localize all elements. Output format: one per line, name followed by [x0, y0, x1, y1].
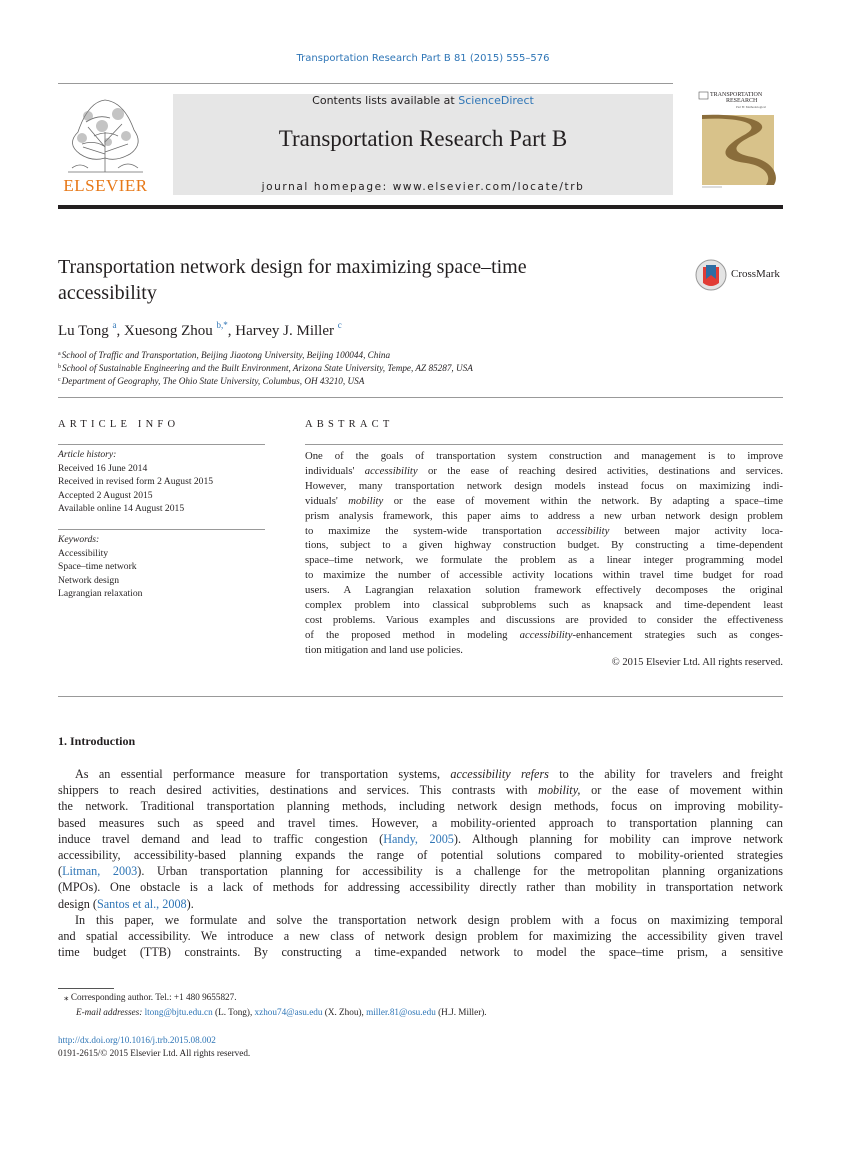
info-rule	[58, 444, 265, 445]
footnote-rule	[58, 988, 114, 989]
abstract-line: One of the goals of transportation system construction and management is to improve	[305, 450, 783, 462]
body-line: accessibility, accessibility-based planning expands the range of potential solutions compared to mobility-oriented strategies	[58, 848, 783, 863]
affiliation	[58, 363, 473, 373]
body-line: the network. Traditional transportation planning methods, including network design methods, focus on improving mobility-	[58, 799, 783, 814]
keyword: Lagrangian relaxation	[58, 588, 143, 599]
corresponding-author-note: ⁎ Corresponding author. Tel.: +1 480 9655827.	[64, 992, 237, 1002]
introduction-text	[58, 766, 783, 960]
email-owner: (H.J. Miller).	[435, 1007, 487, 1017]
author-separator: ,	[116, 323, 125, 339]
journal-cover-icon	[696, 89, 782, 192]
body-line: shippers to reach desired activities, destinations and services. This contrasts with mobility, or the ease of movement within	[58, 783, 783, 798]
cover-title-1: TRANSPORTATION	[710, 92, 763, 98]
abstract-line: However, many transportation network design models instead focus on maximizing indi-	[305, 479, 783, 492]
history-item: Available online 14 August 2015	[58, 503, 185, 514]
body-line: induce travel demand and lead to traffic congestion (Handy, 2005). Although planning for mobility can improve network	[58, 831, 784, 846]
abstract-line: of the proposed method in modeling accessibility-enhancement strategies such as conges-	[305, 628, 783, 641]
crossmark-label[interactable]: CrossMark	[731, 268, 780, 280]
affiliation	[58, 376, 364, 386]
abstract-line: viduals' mobility or the ease of movement within the network. By adapting a space–time	[305, 494, 783, 507]
author-name[interactable]: Lu Tong	[58, 323, 109, 339]
email-link[interactable]: miller.81@osu.edu	[366, 1007, 436, 1017]
author-name[interactable]: Xuesong Zhou	[124, 323, 213, 339]
keywords-label: Keywords:	[58, 534, 100, 545]
abstract-line: prism analysis framework, this paper aims to address a new urban network design problem	[305, 509, 783, 522]
contents-prefix: Contents lists available at	[312, 94, 459, 107]
affiliation-text: School of Traffic and Transportation, Beijing Jiaotong University, Beijing 100044, China	[61, 350, 391, 360]
article-history-label: Article history:	[58, 449, 117, 460]
body-line: design (Santos et al., 2008).	[58, 896, 194, 911]
email-owner: (X. Zhou),	[322, 1007, 367, 1017]
journal-homepage[interactable]: journal homepage: www.elsevier.com/locate/trb	[261, 181, 585, 193]
cover-subtitle: Part B: Methodological	[736, 105, 766, 109]
history-item: Received in revised form 2 August 2015	[58, 476, 214, 487]
article-history	[58, 448, 213, 516]
affiliation-mark: a	[58, 351, 61, 357]
abstract-line: tion mitigation and land use policies.	[305, 643, 463, 656]
article-title-line-2: accessibility	[58, 282, 157, 304]
abstract-line: tions, subject to a given highway construction budget. By constructing a time-dependent	[305, 539, 783, 552]
article-title-line-1: Transportation network design for maximizing space–time	[58, 256, 527, 278]
author-affiliation-mark[interactable]: a	[112, 320, 117, 330]
keyword: Space–time network	[58, 561, 137, 572]
abstract-line: individuals' accessibility or the ease of reaching desired activities, destinations and services.	[305, 464, 783, 477]
masthead-rule	[58, 205, 783, 209]
email-owner: (L. Tong),	[212, 1007, 255, 1017]
journal-reference[interactable]: Transportation Research Part B 81 (2015) 555–576	[296, 53, 550, 64]
abstract-line: complex problem into classical subproblems such as knapsack and time-dependent least	[305, 599, 783, 612]
email-link[interactable]: xzhou74@asu.edu	[254, 1007, 323, 1017]
article-title	[58, 254, 668, 306]
sciencedirect-link[interactable]: ScienceDirect	[458, 94, 534, 107]
abstract-heading: ABSTRACT	[305, 419, 394, 430]
abstract-rule	[305, 444, 783, 445]
keyword: Network design	[58, 574, 120, 586]
affiliation-mark: b	[58, 364, 61, 370]
section-rule	[58, 696, 783, 697]
author-affiliation-mark[interactable]: b,*	[216, 320, 228, 330]
journal-title: Transportation Research Part B	[278, 126, 568, 151]
history-item: Accepted 2 August 2015	[58, 489, 153, 501]
elsevier-wordmark: ELSEVIER	[63, 176, 148, 195]
author-affiliation-mark[interactable]: c	[337, 320, 342, 330]
abstract-line: to maximize the number of accessible activity locations within travel time budget for road	[305, 569, 783, 582]
abstract-line: to maximize the system-wide transportation accessibility between major activity loca-	[305, 524, 783, 537]
author-separator: ,	[227, 323, 236, 339]
body-line: based measures such as speed and travel times. However, a mobility-oriented approach to transportation planning can	[58, 815, 783, 830]
body-line: In this paper, we formulate and solve the transportation network design problem with a focus on maximizing temporal	[75, 912, 783, 927]
affiliation-mark: c	[58, 377, 61, 383]
affiliation-text: School of Sustainable Engineering and the Built Environment, Arizona State University, Tempe, AZ 85287, USA	[62, 363, 473, 373]
abstract-line: space–time network, we formulate the problem as a linear integer programming model	[305, 554, 783, 567]
keywords	[58, 533, 142, 601]
body-line: (Litman, 2003). Urban transportation planning for accessibility is a challenge for the metropolitan planning organizations	[58, 864, 783, 879]
email-label: E-mail addresses:	[76, 1007, 145, 1017]
doi-link[interactable]: http://dx.doi.org/10.1016/j.trb.2015.08.002	[58, 1035, 216, 1045]
issn-line: 0191-2615/© 2015 Elsevier Ltd. All rights reserved.	[58, 1048, 251, 1058]
history-item: Received 16 June 2014	[58, 462, 148, 474]
body-line: and spatial accessibility. We introduce a new class of network design problem for maximizing the accessibility given travel	[58, 929, 783, 944]
body-line: (MPOs). One obstacle is a lack of methods for addressing accessibility directly rather than mobility in transportation network	[58, 880, 783, 895]
header-rule	[58, 83, 673, 84]
introduction-heading: 1. Introduction	[58, 734, 136, 748]
email-link[interactable]: ltong@bjtu.edu.cn	[144, 1007, 213, 1017]
article-info-heading: ARTICLE INFO	[58, 419, 180, 430]
body-line: As an essential performance measure for transportation systems, accessibility refers to the ability for travelers and freight	[75, 767, 783, 781]
affiliation-text: Department of Geography, The Ohio State University, Columbus, OH 43210, USA	[61, 376, 365, 386]
section-rule	[58, 397, 783, 398]
contents-line	[173, 94, 673, 107]
keyword: Accessibility	[58, 547, 109, 559]
body-line: time budget (TTB) constraints. By constructing a time-expanded network to model the space–time prism, a sensitive	[58, 945, 783, 960]
email-addresses	[76, 1007, 487, 1017]
abstract-line: users. A Lagrangian relaxation solution framework effectively decomposes the original	[305, 584, 783, 597]
author-list	[58, 320, 342, 340]
abstract-text	[305, 449, 783, 658]
abstract-copyright: © 2015 Elsevier Ltd. All rights reserved.	[611, 657, 783, 668]
author-name[interactable]: Harvey J. Miller	[235, 323, 334, 339]
affiliation	[58, 350, 390, 360]
abstract-line: cost problems. Various examples and discussions are provided to consider the effectiveness	[305, 613, 783, 626]
cover-title-2: RESEARCH	[726, 98, 758, 104]
info-rule	[58, 529, 265, 530]
